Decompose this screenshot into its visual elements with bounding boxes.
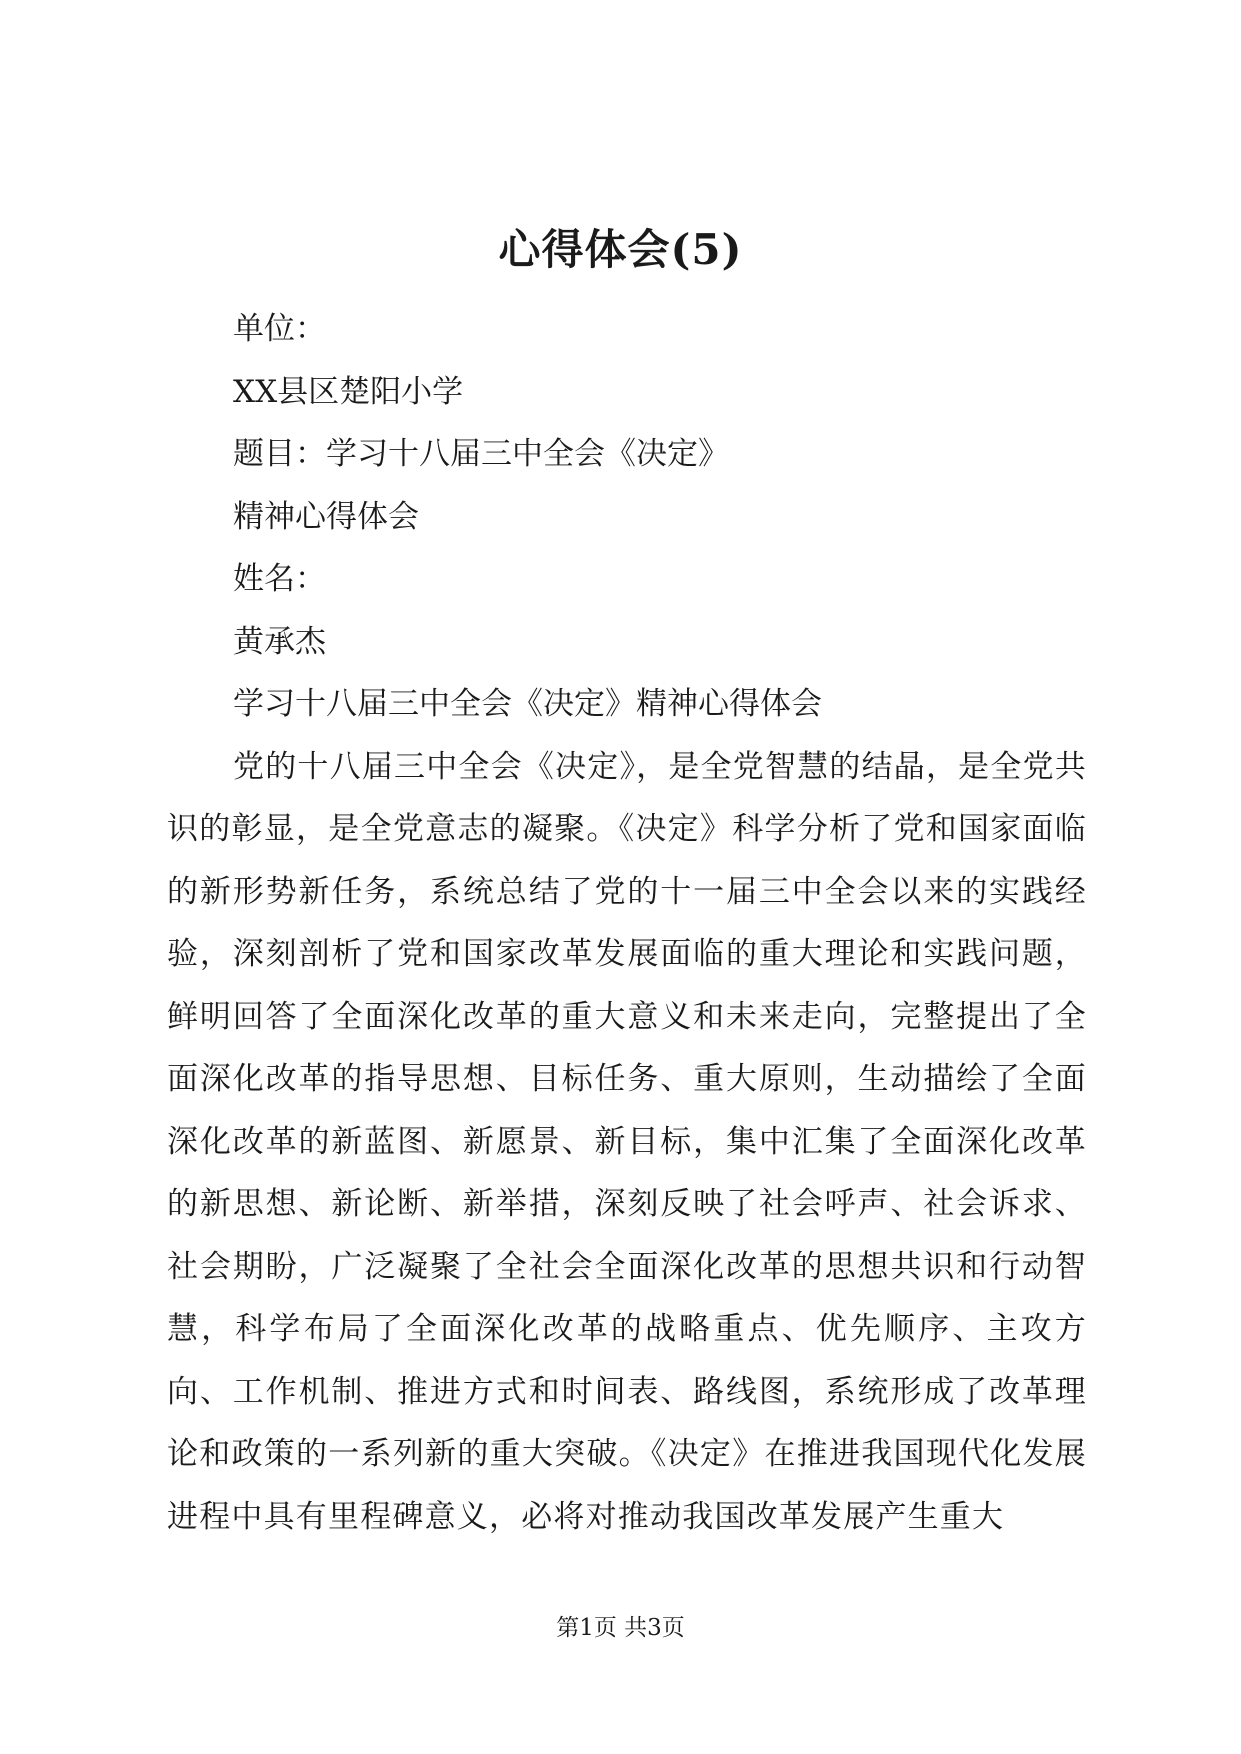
document-title: 心得体会(5)	[498, 225, 743, 274]
unit-label: 单位：	[233, 311, 326, 347]
page-footer: 第1页 共3页	[556, 1615, 685, 1641]
name-value: 黄承杰	[233, 623, 326, 660]
unit-value: XX县区楚阳小学	[233, 373, 464, 410]
topic-continuation: 精神心得体会	[233, 498, 419, 535]
name-label: 姓名：	[233, 561, 326, 597]
topic-label: 题目：学习十八届三中全会《决定》	[233, 436, 729, 472]
document-content	[167, 298, 1087, 1548]
essay-heading: 学习十八届三中全会《决定》精神心得体会	[233, 686, 822, 722]
body-paragraph: 党的十八届三中全会《决定》，是全党智慧的结晶，是全党共识的彰显，是全党意志的凝聚。《决定》科学分析了党和国家面临的新形势新任务，系统总结了党的十一届三中全会以来的实践经验，深刻剖析了党和国家改革发展面临的重大理论和实践问题，鲜明回答了全面深化改革的重大意义和未来走向，完整提出了全面深化改革的指导思想、目标任务、重大原则，生动描绘了全面深化改革的新蓝图、新愿景、新目标，集中汇集了全面深化改革的新思想、新论断、新举措，深刻反映了社会呼声、社会诉求、社会期盼，广泛凝聚了全社会全面深化改革的思想共识和行动智慧，科学布局了全面深化改革的战略重点、优先顺序、主攻方向、工作机制、推进方式和时间表、路线图，系统形成了改革理论和政策的一系列新的重大突破。《决定》在推进我国现代化发展进程中具有里程碑意义，必将对推动我国改革发展产生重大	[167, 748, 1087, 1535]
